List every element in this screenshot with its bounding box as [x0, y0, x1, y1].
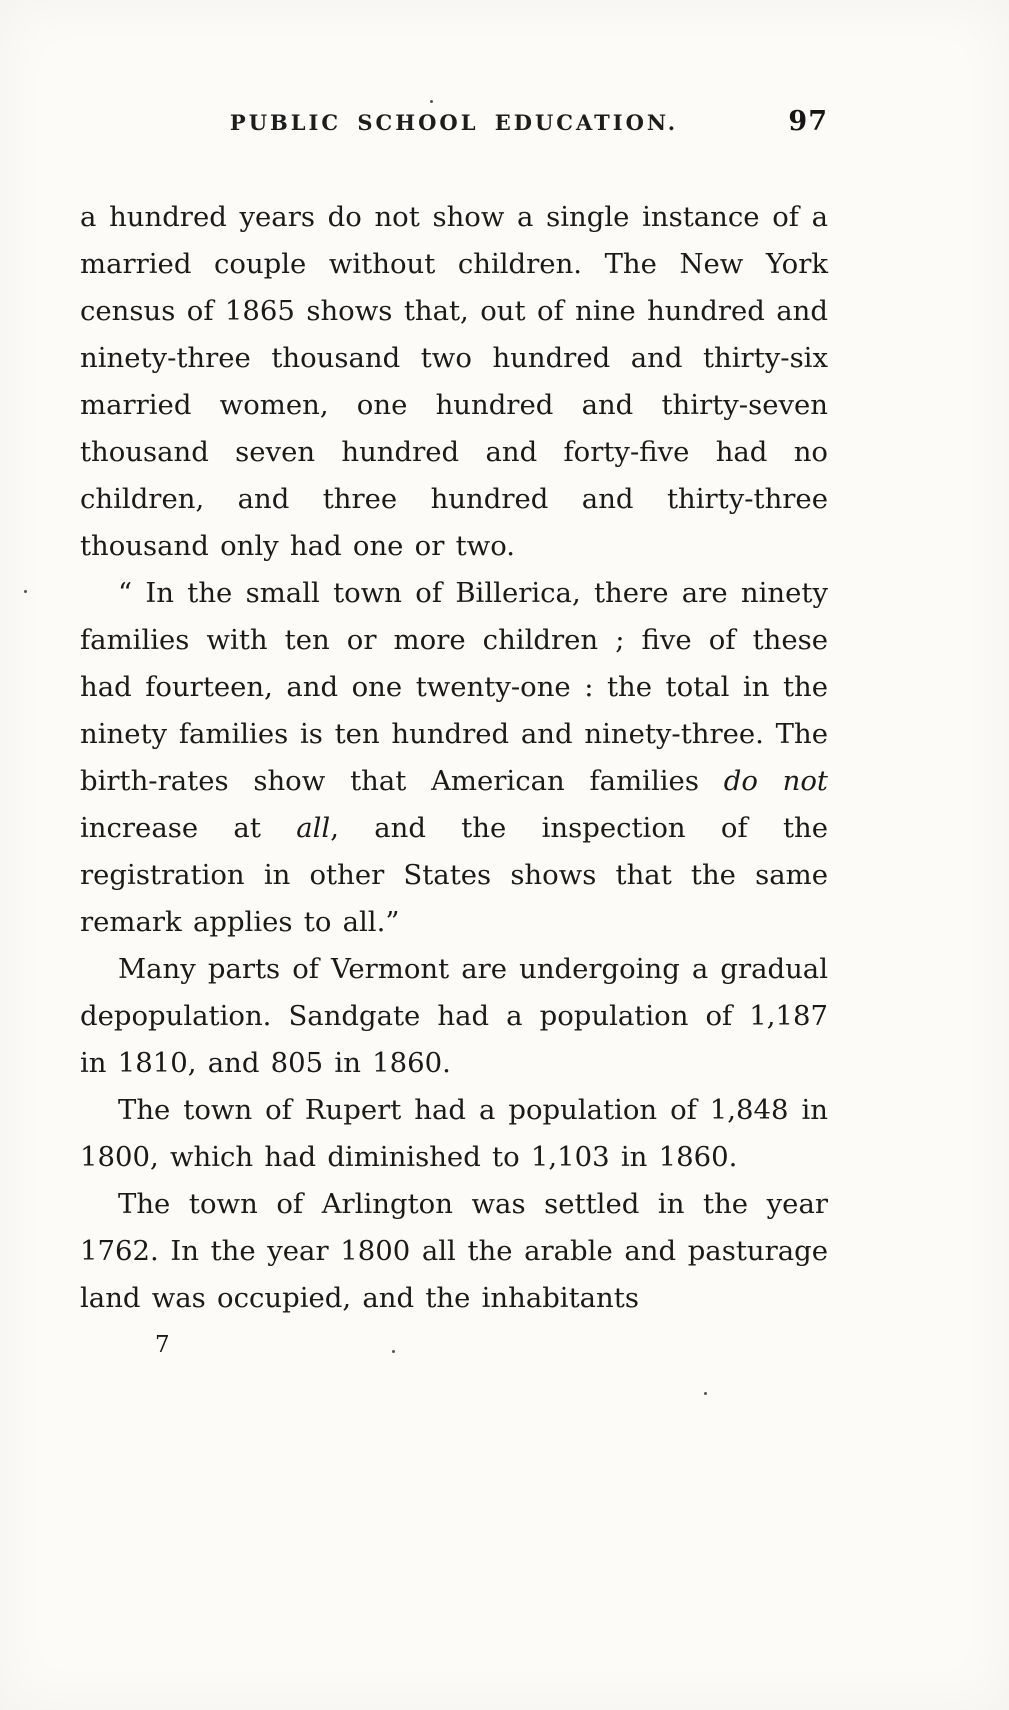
- running-title: PUBLIC SCHOOL EDUCATION.: [229, 110, 679, 135]
- signature-mark: 7: [155, 1332, 170, 1358]
- text-segment: increase at: [80, 812, 297, 844]
- paragraph: [80, 194, 828, 570]
- scan-speck: [392, 1350, 395, 1353]
- paragraph: [80, 570, 828, 946]
- text-segment: The town of Rupert had a population of 1,848 in 1800, which had diminished to 1,103 in 1860.: [80, 1094, 828, 1173]
- page-header: [80, 106, 828, 150]
- scan-speck: [704, 1392, 707, 1395]
- text-segment: “ In the small town of Billerica, there are ninety families with ten or more children ; five of these had fourteen, and one twenty-one : the total in the ninety families is ten hundred and ninety-three. The birth-rates show that American families: [80, 577, 828, 797]
- text-segment: Many parts of Vermont are undergoing a gradual depopulation. Sandgate had a population of 1,187 in 1810, and 805 in 1860.: [80, 953, 828, 1079]
- italic-text-segment: do not: [723, 765, 828, 797]
- page-number: 97: [788, 106, 828, 137]
- text-segment: , and the inspection of the registration in other States shows that the same remark applies to all.”: [80, 812, 829, 938]
- paragraph: [80, 1181, 828, 1322]
- text-column: [80, 106, 829, 1322]
- text-segment: a hundred years do not show a single instance of a married couple without children. The New York census of 1865 shows that, out of nine hundred and ninety-three thousand two hundred and thirty-six married women, one hundred and thirty-seven thousand seven hundred and forty-five had no children, and three hundred and thirty-three thousand only had one or two.: [80, 201, 828, 562]
- scan-speck: [430, 100, 433, 103]
- paragraph: [80, 1087, 828, 1181]
- scan-speck: [24, 590, 27, 593]
- paragraph: [80, 946, 828, 1087]
- italic-text-segment: all: [296, 812, 331, 844]
- text-segment: The town of Arlington was settled in the year 1762. In the year 1800 all the arable and pasturage land was occupied, and the inhabitants: [80, 1188, 828, 1314]
- page-body: [80, 194, 828, 1322]
